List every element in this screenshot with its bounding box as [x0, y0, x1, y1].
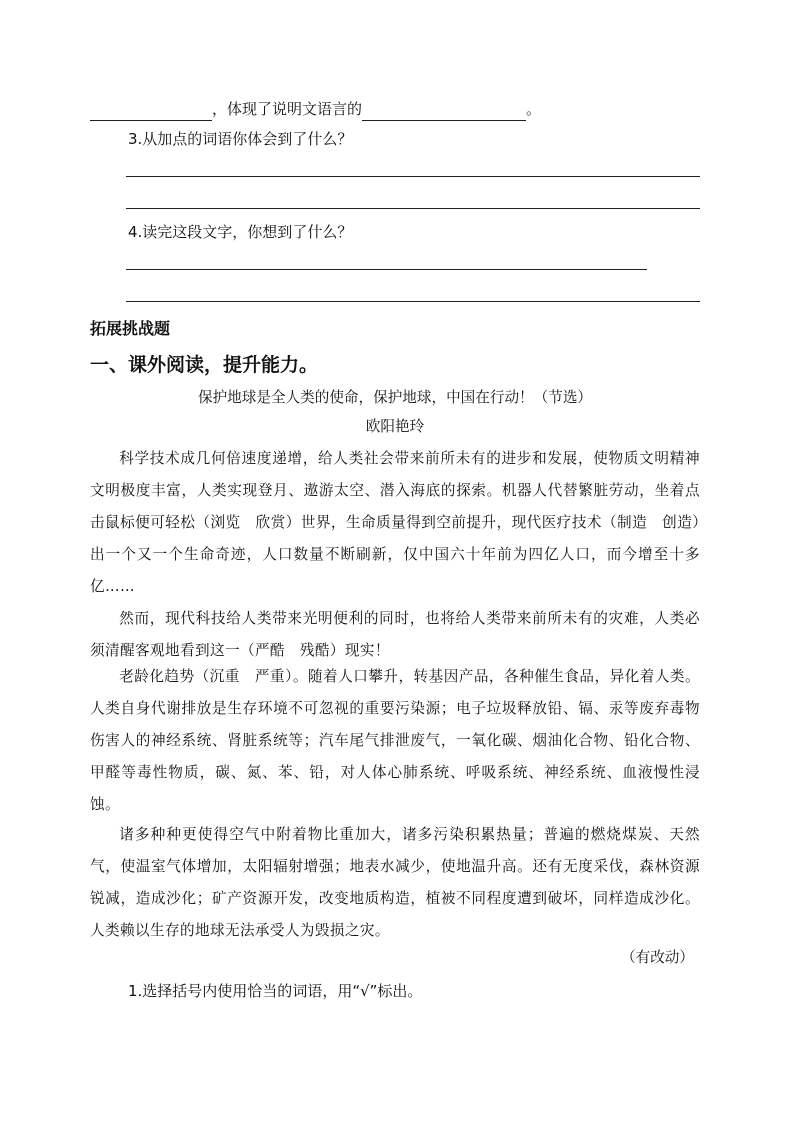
challenge-title: 拓展挑战题	[90, 319, 171, 338]
answer-line-q3-1[interactable]	[126, 176, 700, 177]
article-paragraph-2: 然而，现代科技给人类带来光明便利的同时，也将给人类带来前所未有的灾难，人类必须清醒客观地看到这一（严酷 残酷）现实！	[90, 610, 700, 659]
answer-line-q4-1[interactable]	[126, 269, 647, 270]
article-author: 欧阳艳玲	[365, 418, 425, 435]
revision-note: （有改动）	[621, 949, 694, 966]
answer-blank-2[interactable]	[362, 98, 526, 121]
article-paragraph-1: 科学技术成几何倍速度递增，给人类社会带来前所未有的进步和发展，使物质文明精神文明极度丰富，人类实现登月、遨游太空、潜入海底的探索。机器人代替繁脏劳动，坐着点击鼠标便可轻松（浏览 欣赏）世界，生命质量得到空前提升，现代医疗技术（制造 创造）出一个又一个生命奇迹，人口数量不断刷新，仅中国六十年前为四亿人口，而今增至十多亿……	[90, 450, 700, 595]
part-title: 一、课外阅读，提升能力。	[90, 354, 319, 376]
article-title: 保护地球是全人类的使命，保护地球，中国在行动！（节选）	[197, 389, 593, 406]
answer-line-q3-2[interactable]	[126, 208, 700, 209]
question-3: 3.从加点的词语你体会到了什么？	[128, 130, 353, 148]
answer-blank-1[interactable]	[90, 98, 212, 121]
article-paragraph-3: 老龄化趋势（沉重 严重）。随着人口攀升，转基因产品，各种催生食品，异化着人类。人类自身代谢排放是生存环境不可忽视的重要污染源；电子垃圾释放铅、镉、汞等废弃毒物伤害人的神经系统、肾脏系统等；汽车尾气排泄废气，一氧化碳、烟油化合物、铅化合物、甲醛等毒性物质，碳、氮、苯、铅，对人体心肺系统、呼吸系统、神经系统、血液慢性浸蚀。	[90, 668, 700, 813]
article-paragraph-4: 诸多种种更使得空气中附着物比重加大，诸多污染积累热量；普遍的燃烧煤炭、天然气，使温室气体增加，太阳辐射增强；地表水减少，使地温升高。还有无度采伐，森林资源锐减，造成沙化；矿产资源开发，改变地质构造，植被不同程度遭到破坏，同样造成沙化。人类赖以生存的地球无法承受人为毁损之灾。	[90, 826, 700, 939]
question-1: 1.选择括号内使用恰当的词语，用“√”标出。	[128, 982, 423, 1000]
answer-line-q4-2[interactable]	[126, 301, 700, 302]
fill-in-line-1	[90, 98, 541, 121]
fill-in-text: ，体现了说明文语言的	[212, 100, 363, 118]
question-4: 4.读完这段文字，你想到了什么？	[128, 223, 353, 241]
fill-in-end: 。	[526, 100, 542, 118]
